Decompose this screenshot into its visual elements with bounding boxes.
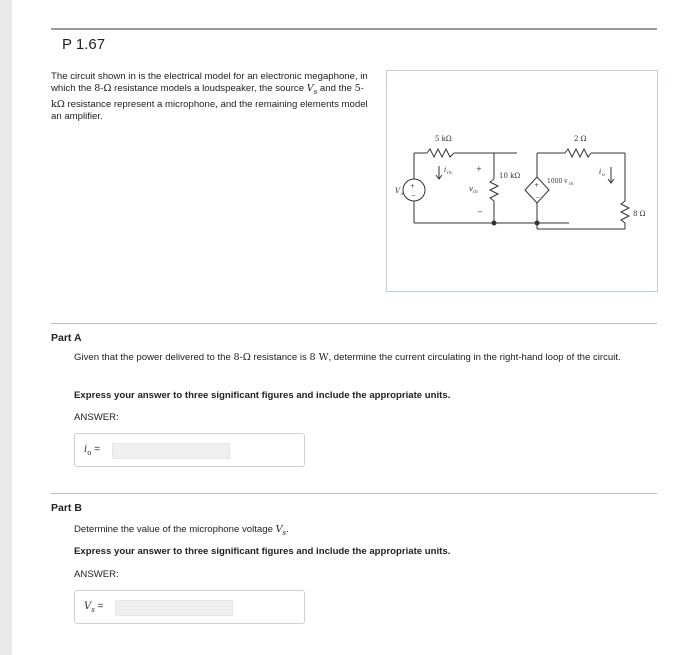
label-2ohm: 2 Ω	[574, 135, 587, 143]
intro-text-4: resistance represent a microphone, and the remaining elements model an amplifier.	[51, 98, 368, 123]
problem-title: P 1.67	[62, 36, 106, 53]
part-b-var-symbol: V	[84, 601, 92, 612]
part-a-question	[74, 352, 654, 364]
intro-text-2: resistance models a loudspeaker, the source	[111, 83, 307, 95]
part-b-instruction: Express your answer to three significant figures and include the appropriate units.	[74, 546, 451, 557]
vin-minus: −	[477, 208, 483, 216]
label-io: i	[599, 168, 602, 176]
part-b-answer-var	[84, 601, 103, 614]
part-a-q-math-8w: 8 W	[309, 352, 329, 363]
intro-math-5kohm: 5-kΩ	[51, 83, 364, 110]
label-vs: V	[395, 187, 401, 195]
divider-part-a	[51, 323, 657, 324]
source-minus: −	[411, 192, 417, 199]
circuit-figure	[386, 70, 658, 292]
label-5k: 5 kΩ	[435, 135, 452, 143]
part-a-var-symbol: i	[84, 444, 88, 455]
part-a-q-text-2: resistance is	[250, 352, 310, 363]
label-io-sub: o	[602, 172, 606, 178]
part-a-answer-var	[84, 444, 100, 457]
label-iin-sub: in	[447, 170, 452, 176]
part-a-q-text-1: Given that the power delivered to the	[74, 352, 234, 363]
label-vin-sub: in	[473, 189, 478, 195]
part-b-q-math-vs: V	[275, 524, 283, 535]
part-b-answer-box	[74, 590, 305, 624]
label-dep: 1000 v	[547, 178, 568, 185]
part-b-answer-label: ANSWER:	[74, 569, 119, 580]
part-b-q-math-vs-sub: s	[282, 528, 287, 537]
part-b-title[interactable]: Part B	[51, 502, 82, 514]
part-b-answer-input[interactable]	[115, 600, 233, 616]
label-vin: v	[469, 185, 473, 193]
resistor-10k	[490, 179, 498, 201]
part-a-var-sub: o	[87, 449, 92, 457]
part-b-question	[74, 524, 289, 539]
part-a-answer-box	[74, 433, 305, 467]
part-a-instruction: Express your answer to three significant figures and include the appropriate units.	[74, 390, 451, 401]
intro-text-1: The circuit shown in is the electrical model for an electronic megaphone, in which the	[51, 71, 368, 95]
part-b-var-eq: =	[94, 601, 104, 612]
part-b-var-sub: s	[91, 606, 95, 614]
label-10k: 10 kΩ	[499, 172, 521, 180]
part-a-q-math-8ohm: 8-Ω	[233, 352, 251, 363]
intro-text-3: and the	[317, 83, 355, 95]
dep-plus: +	[534, 182, 540, 189]
part-a-var-eq: =	[91, 444, 101, 455]
top-rule	[51, 28, 657, 30]
circuit-diagram	[387, 71, 657, 291]
left-margin-bar	[0, 0, 12, 655]
resistor-5k	[427, 149, 454, 157]
part-a-answer-input[interactable]	[112, 443, 230, 459]
resistor-8ohm	[621, 201, 629, 223]
label-vs-sub: s	[401, 191, 404, 197]
dep-minus: −	[535, 194, 541, 201]
intro-math-vs: V	[306, 83, 314, 95]
divider-part-b	[51, 493, 657, 494]
intro-math-vs-sub: s	[313, 88, 318, 97]
resistor-2ohm	[565, 149, 591, 157]
part-a-title[interactable]: Part A	[51, 332, 82, 344]
part-a-answer-label: ANSWER:	[74, 412, 119, 423]
label-8ohm: 8 Ω	[633, 210, 646, 218]
source-plus: +	[410, 183, 416, 190]
part-b-q-text-2: .	[286, 524, 289, 535]
vin-plus: +	[476, 165, 482, 173]
label-dep-sub: in	[569, 182, 574, 187]
part-a-q-text-3: , determine the current circulating in the right-hand loop of the circuit.	[328, 352, 621, 363]
problem-intro	[51, 71, 369, 124]
label-iin: i	[444, 166, 447, 174]
node-dot-bottom	[492, 221, 496, 225]
intro-math-8ohm: 8-Ω	[94, 83, 112, 95]
part-b-q-text-1: Determine the value of the microphone voltage	[74, 524, 276, 535]
